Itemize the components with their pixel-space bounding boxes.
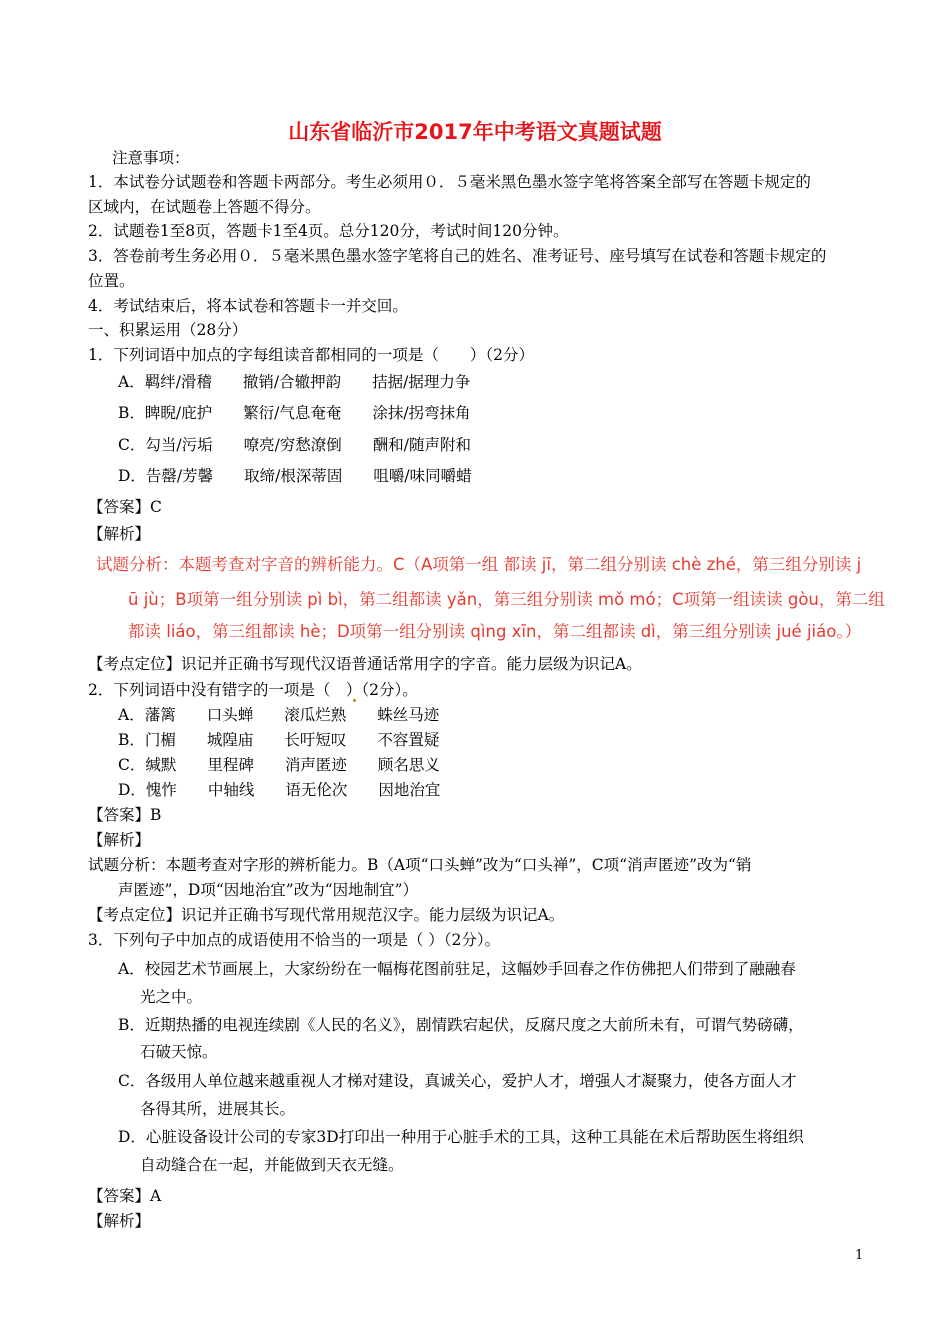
- page-title: 山东省临沂市2017年中考语文真题试题: [288, 120, 662, 144]
- notice-line: 3．答卷前考生务必用０．５毫米黑色墨水签字笔将自己的姓名、准考证号、座号填写在试卷和答题卡规定的: [88, 247, 827, 265]
- notice-line: 位置。: [88, 272, 135, 290]
- question-2-analysis-label: 【解析】: [88, 831, 151, 849]
- question-3-answer: 【答案】A: [88, 1187, 162, 1205]
- question-3-option-b-cont: 石破天惊。: [140, 1043, 218, 1061]
- question-1-stem: 1．下列词语中加点的字每组读音都相同的一项是（ ）（2分）: [88, 346, 534, 364]
- notice-line: 区域内，在试题卷上答题不得分。: [88, 198, 321, 216]
- emphasis-dot: [353, 699, 356, 702]
- question-2-kaodian: 【考点定位】识记并正确书写现代常用规范汉字。能力层级为识记A。: [88, 906, 565, 924]
- question-1-option-a: A．羁绊/滑稽 撤销/合辙押韵 拮据/据理力争: [118, 373, 471, 391]
- question-2-stem: 2．下列词语中没有错字的一项是（ ）（2分）。: [88, 681, 418, 699]
- question-3-option-d: D．心脏设备设计公司的专家3D打印出一种用于心脏手术的工具，这种工具能在术后帮助医生将组织: [118, 1128, 804, 1146]
- notice-line: 2．试题卷1至8页，答题卡1至4页。总分120分，考试时间120分钟。: [88, 222, 569, 240]
- question-3-option-b: B．近期热播的电视连续剧《人民的名义》，剧情跌宕起伏，反腐尺度之大前所未有，可谓气势磅礴，: [118, 1016, 804, 1034]
- question-2-analysis-line: 试题分析：本题考查对字形的辨析能力。B（A项“口头蝉”改为“口头禅”，C项“消声匿迹”改为“销: [88, 856, 752, 874]
- question-1-option-b: B．睥睨/庇护 繁衍/气息奄奄 涂抹/拐弯抹角: [118, 404, 471, 422]
- notice-heading: 注意事项：: [112, 149, 190, 167]
- question-3-option-c-cont: 各得其所，进展其长。: [140, 1100, 296, 1118]
- question-3-option-a-cont: 光之中。: [140, 988, 203, 1006]
- question-1-option-d: D．告罄/芳馨 取缔/根深蒂固 咀嚼/味同嚼蜡: [118, 467, 472, 485]
- question-3-option-a: A．校园艺术节画展上，大家纷纷在一幅梅花图前驻足，这幅妙手回春之作仿佛把人们带到了融融春: [118, 960, 796, 978]
- question-2-option-c: C．缄默 里程碑 消声匿迹 顾名思义: [118, 756, 440, 774]
- question-2-option-d: D．愧怍 中轴线 语无伦次 因地治宜: [118, 781, 441, 799]
- question-1-analysis-line: 都读 liáo，第三组都读 hè；D项第一组分别读 qìng xīn，第二组都读 dì，第三组分别读 jué jiáo。）: [128, 622, 862, 641]
- question-3-option-d-cont: 自动缝合在一起，并能做到天衣无缝。: [140, 1156, 404, 1174]
- question-2-option-a: A．藩篱 口头蝉 滚瓜烂熟 蛛丝马迹: [118, 706, 440, 724]
- section-heading: 一、积累运用（28分）: [88, 321, 248, 339]
- question-1-analysis-line: 试题分析：本题考查对字音的辨析能力。C（A项第一组 都读 jī，第二组分别读 chè zhé，第三组分别读 j: [96, 555, 862, 574]
- question-3-option-c: C．各级用人单位越来越重视人才梯对建设，真诚关心，爱护人才，增强人才凝聚力，使各方面人才: [118, 1072, 797, 1090]
- question-3-analysis-label: 【解析】: [88, 1212, 151, 1230]
- notice-line: 1．本试卷分试题卷和答题卡两部分。考生必须用０．５毫米黑色墨水签字笔将答案全部写在答题卡规定的: [88, 173, 811, 191]
- question-3-stem: 3．下列句子中加点的成语使用不恰当的一项是（ ）（2分）。: [88, 931, 501, 949]
- notice-line: 4．考试结束后，将本试卷和答题卡一并交回。: [88, 297, 408, 315]
- question-1-answer: 【答案】C: [88, 498, 162, 516]
- question-2-answer: 【答案】B: [88, 806, 162, 824]
- question-1-option-c: C．勾当/污垢 嘹亮/穷愁潦倒 酬和/随声附和: [118, 436, 472, 454]
- question-2-analysis-line: 声匿迹”，D项“因地治宜”改为“因地制宜”）: [118, 881, 419, 899]
- question-2-option-b: B．门楣 城隍庙 长吁短叹 不容置疑: [118, 731, 440, 749]
- page-number: 1: [855, 1248, 864, 1263]
- question-1-analysis-label: 【解析】: [88, 525, 151, 543]
- question-1-analysis-line: ū jù；B项第一组分别读 pì bì，第二组都读 yǎn，第三组分别读 mǒ mó；C项第一组读读 gòu，第二组: [128, 590, 885, 609]
- question-1-kaodian: 【考点定位】识记并正确书写现代汉语普通话常用字的字音。能力层级为识记A。: [88, 655, 642, 673]
